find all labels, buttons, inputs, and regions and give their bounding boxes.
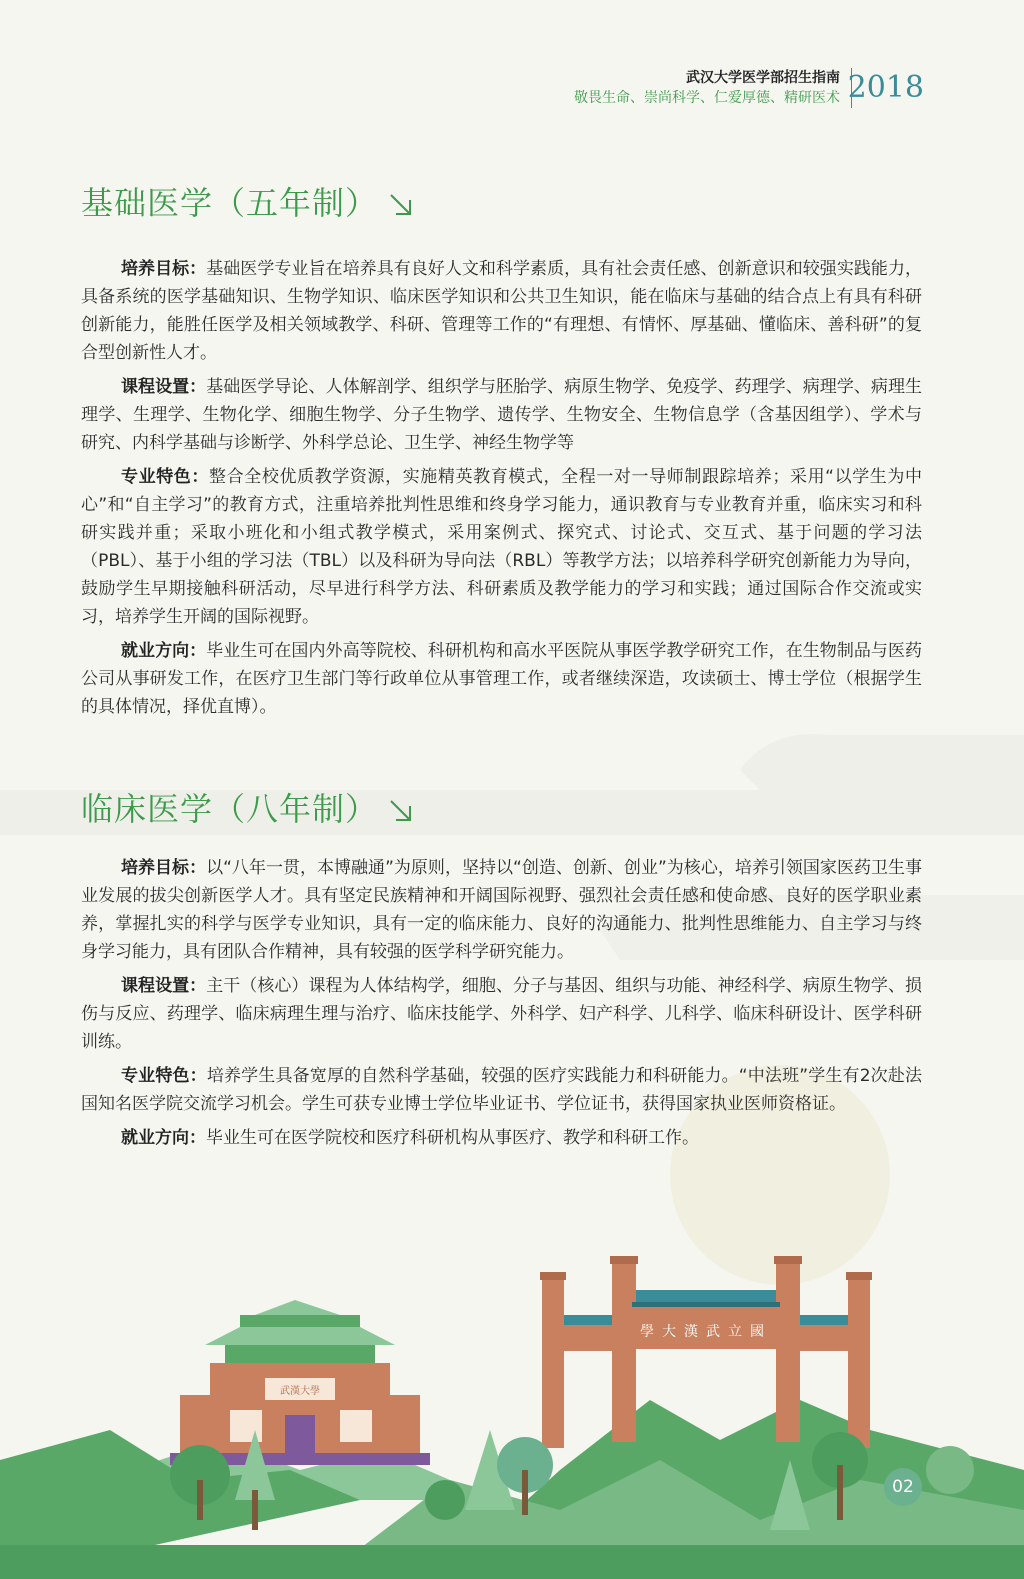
label: 培养目标： [121,259,207,279]
section-title-clinical-medicine [81,784,414,830]
page-number: 02 [884,1468,922,1506]
paragraph-text: 基础医学导论、人体解剖学、组织学与胚胎学、病原生物学、免疫学、药理学、病理学、病理生理学、生理学、生物化学、细胞生物学、分子生物学、遗传学、生物安全、生物信息学（含基因组学）、学术与研究、内科学基础与诊断学、外科学总论、卫生学、神经生物学等 [81,377,922,453]
label: 课程设置： [121,976,207,996]
paragraph-training-goal [81,854,922,966]
label: 就业方向： [121,1128,206,1148]
paragraph-curriculum [81,972,922,1056]
section-title-basic-medicine [81,178,414,224]
label: 专业特色： [121,1066,207,1086]
arrow-down-right-icon [388,798,414,824]
year: 2018 [847,70,924,105]
paragraph-employment [81,637,922,721]
paragraph-features [81,1062,922,1118]
paragraph-text: 以“八年一贯，本博融通”为原则，坚持以“创造、创新、创业”为核心，培养引领国家医药卫生事业发展的拔尖创新医学人才。具有坚定民族精神和开阔国际视野、强烈社会责任感和使命感、良好的医学职业素养，掌握扎实的科学与医学专业知识，具有一定的临床能力、良好的沟通能力、批判性思维能力、自主学习与终身学习能力，具有团队合作精神，具有较强的医学科学研究能力。 [81,858,923,962]
paragraph-text: 毕业生可在国内外高等院校、科研机构和高水平医院从事医学教学研究工作，在生物制品与医药公司从事研发工作，在医疗卫生部门等行政单位从事管理工作，或者继续深造，攻读硕士、博士学位（根据学生的具体情况，择优直博）。 [81,641,922,717]
paragraph-text: 主干（核心）课程为人体结构学，细胞、分子与基因、组织与功能、神经科学、病原生物学、损伤与反应、药理学、临床病理生理与治疗、临床技能学、外科学、妇产科学、儿科学、临床科研设计、医学科研训练。 [81,976,922,1052]
university-building [170,1300,430,1465]
paragraph-features [81,463,922,631]
label: 就业方向： [121,641,207,661]
section-body-basic-medicine [81,255,922,727]
paragraph-text: 培养学生具备宽厚的自然科学基础，较强的医疗实践能力和科研能力。“中法班”学生有2次赴法国知名医学院交流学习机会。学生可获专业博士学位毕业证书、学位证书，获得国家执业医师资格证。 [81,1066,922,1114]
paragraph-training-goal [81,255,922,367]
motto: 敬畏生命、崇尚科学、仁爱厚德、精研医术 [574,90,840,106]
paragraph-employment [81,1124,922,1152]
gate-sign: 學大漢武立國 [640,1324,772,1340]
paragraph-text: 整合全校优质教学资源，实施精英教育模式，全程一对一导师制跟踪培养；采用“以学生为中心”和“自主学习”的教育方式，注重培养批判性思维和终身学习能力，通识教育与专业教育并重，临床实习和科研实践并重；采取小班化和小组式教学模式，采用案例式、探究式、讨论式、交互式、基于问题的学习法（PBL）、基于小组的学习法（TBL）以及科研为导向法（RBL）等教学方法；以培养科学研究创新能力为导向，鼓励学生早期接触科研活动，尽早进行科学方法、科研素质及教学能力的学习和实践；通过国际合作交流或实习，培养学生开阔的国际视野。 [81,467,923,627]
guide-title: 武汉大学医学部招生指南 [686,70,840,86]
arrow-down-right-icon [388,192,414,218]
paragraph-text: 基础医学专业旨在培养具有良好人文和科学素质，具有社会责任感、创新意识和较强实践能力，具备系统的医学基础知识、生物学知识、临床医学知识和公共卫生知识，能在临床与基础的结合点上有具有科研创新能力，能胜任医学及相关领域教学、科研、管理等工作的“有理想、有情怀、厚基础、懂临床、善科研”的复合型创新性人才。 [81,259,922,363]
section-title-text: 基础医学（五年制） [81,184,379,222]
section-body-clinical-medicine [81,854,922,1158]
label: 培养目标： [121,858,207,878]
section-title-text: 临床医学（八年制） [81,790,379,828]
label: 专业特色： [121,467,210,487]
paragraph-text: 毕业生可在医学院校和医疗科研机构从事医疗、教学和科研工作。 [206,1128,699,1148]
label: 课程设置： [121,377,207,397]
building-sign: 武漢大學 [280,1386,320,1397]
paragraph-curriculum [81,373,922,457]
